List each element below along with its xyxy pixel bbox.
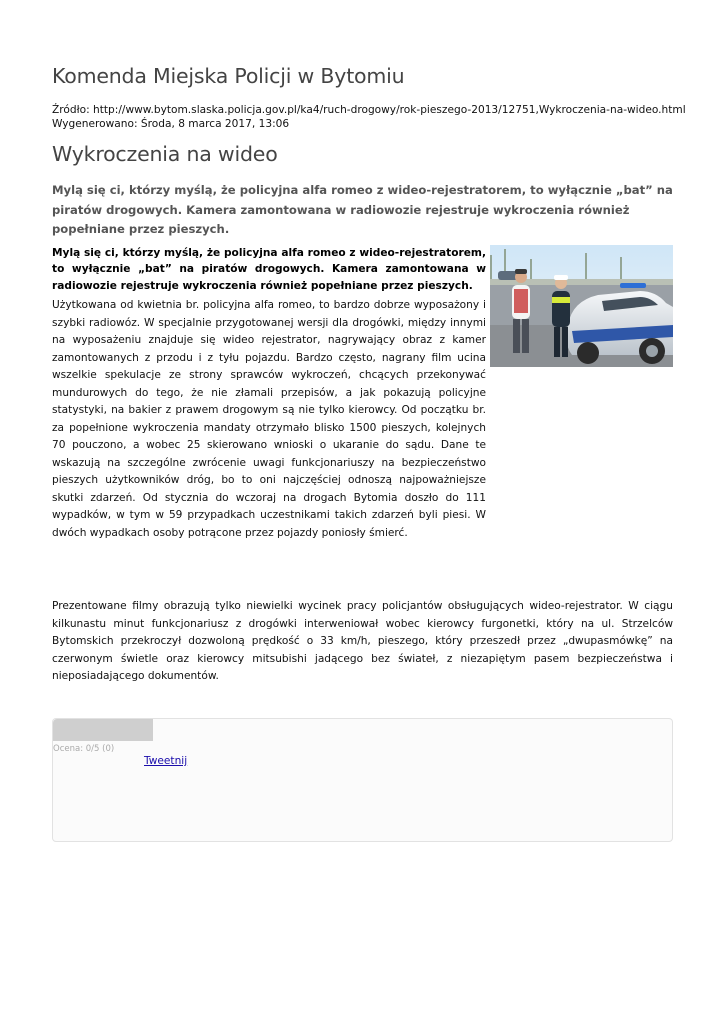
source-line: Źródło: http://www.bytom.slaska.policja.gov.pl/ka4/ruch-drogowy/rok-pieszego-2013/12751,Wykroczenia-na-wideo.html xyxy=(52,104,686,116)
article-intro-bold: Mylą się ci, którzy myślą, że policyjna alfa romeo z wideo-rejestratorem, to wyłącznie „bat” na piratów drogowych. Kamera zamontowana w radiowozie rejestruje wykroczenia również popełniane przez pieszych. xyxy=(52,247,486,292)
site-title: Komenda Miejska Policji w Bytomiu xyxy=(52,64,405,88)
tweet-link[interactable]: Tweetnij xyxy=(144,755,188,767)
generated-line: Wygenerowano: Środa, 8 marca 2017, 13:06 xyxy=(52,118,290,130)
document-meta xyxy=(52,103,686,131)
article-title: Wykroczenia na wideo xyxy=(52,142,278,166)
rating-stars-widget[interactable] xyxy=(53,719,153,741)
article-photo xyxy=(490,245,673,367)
article-second-paragraph: Prezentowane filmy obrazują tylko niewielki wycinek pracy policjantów obsługujących wideo-rejestrator. W ciągu kilkunastu minut funkcjonariusz z drogówki interweniował wobec kierowcy furgonetki, który na ul. Strzelców Bytomskich przekroczył dozwoloną prędkość o 33 km/h, pieszego, który przeszedł przez „dwupasmówkę” na czerwonym świetle oraz kierowcy mitsubishi jadącego bez świateł, z niezapiętym pasem bezpieczeństwa i nieposiadającego dokumentów. xyxy=(52,600,673,682)
rating-text: Ocena: 0/5 (0) xyxy=(53,744,115,754)
article-lead: Mylą się ci, którzy myślą, że policyjna alfa romeo z wideo-rejestratorem, to wyłącznie „bat” na piratów drogowych. Kamera zamontowana w radiowozie rejestruje wykroczenia również popełniane przez pieszych. xyxy=(52,183,673,236)
police-car-photo-image xyxy=(490,245,673,367)
article-body: Użytkowana od kwietnia br. policyjna alfa romeo, to bardzo dobrze wyposażony i szybki radiowóz. W specjalnie przygotowanej wersji dla drogówki, między innymi na wyposażeniu znajduje się wideo rejestrator, nagrywający obraz z kamer zamontowanych z przodu i z tyłu pojazdu. Bardzo często, nagrany film ucina wszelkie spekulacje ze strony sprawców wykroczeń, chcących przekonywać mundurowych do tego, że nie złamali przepisów, a jak pokazują policyjne statystyki, na bakier z prawem drogowym są nie tylko kierowcy. Od początku br. za popełnione wykroczenia mandaty otrzymało blisko 1500 pieszych, kolejnych 70 pouczono, a wobec 25 skierowano wnioski o ukaranie do sądu. Dane te wskazują na szczególne zwrócenie uwagi funkcjonariuszy na bezpieczeństwo pieszych użytkowników dróg, bo to oni najczęściej odnoszą najpoważniejsze skutki zdarzeń. Od stycznia do wczoraj na drogach Bytomia doszło do 111 wypadków, w tym w 59 przypadkach uczestnikami takich zdarzeń byli piesi. W dwóch wypadkach osoby potrącone przez pojazdy poniosły śmierć. xyxy=(52,299,486,539)
share-box xyxy=(52,718,673,842)
